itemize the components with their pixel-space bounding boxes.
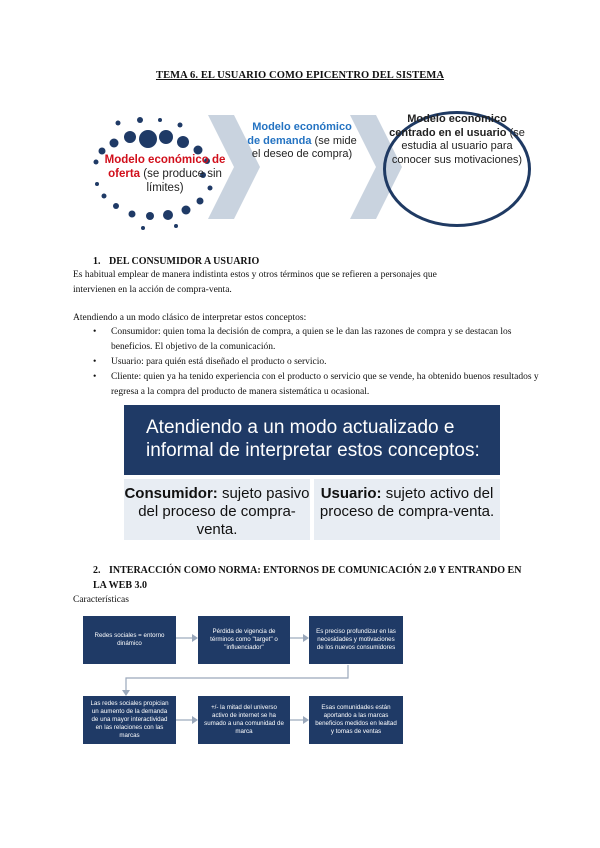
dot [163,210,173,220]
dot [177,136,189,148]
consumidor-text: sujeto pasivo del proceso de compra-venta. [138,485,310,538]
flow-box: Es preciso profundizar en las necesidades y motivaciones de los nuevos consumidores [309,616,403,664]
dot [141,226,145,230]
dot [158,118,162,122]
model-oferta-title: Modelo económico de oferta [104,154,226,180]
section-1-intro [73,268,533,298]
model-oferta-desc: (se produce sin límites) [143,168,222,194]
concept-table-usuario [314,479,500,540]
dot [174,224,178,228]
model-oferta [92,153,238,195]
model-usuario-desc: (se estudia al usuario para conocer sus motivaciones) [391,126,525,166]
dot [113,203,119,209]
model-usuario [388,113,526,167]
concept-table [124,405,500,540]
dot [182,206,191,215]
section-1-intro-line: Es habitual emplear de manera indistinta estos y otros términos que se refieren a personajes que [73,270,437,280]
dot [137,117,143,123]
section-2-heading [93,563,533,593]
flow-box: Esas comunidades están aportando a las marcas beneficios medidos en lealtad y tomas de ventas [309,696,403,744]
section-1-number: 1. [93,256,101,267]
consumidor-term: Consumidor: [124,485,218,502]
dot [146,212,154,220]
flow-box: Pérdida de vigencia de términos como "target" o "influenciador" [198,616,290,664]
concept-table-consumidor [124,479,310,540]
concept-table-header: Atendiendo a un modo actualizado e informal de interpretar estos conceptos: [124,405,500,475]
list-item: • Usuario: para quién está diseñado el producto o servicio. [93,355,543,370]
flow-box: Las redes sociales propician un aumento de la demanda de una mayor interactividad en las relaciones con las marcas [83,696,176,744]
flow-arrow [126,665,348,690]
usuario-term: Usuario: [320,485,382,502]
dot [116,121,121,126]
model-demanda [246,121,358,162]
dot [178,123,183,128]
list-item: • Consumidor: quien toma la decisión de compra, a quien se le dan las razones de compra y se destacan los beneficios. El objetivo de la comunicación. [93,325,543,355]
page-title: TEMA 6. EL USUARIO COMO EPICENTRO DEL SISTEMA [155,70,445,81]
dot [110,139,119,148]
characteristics-label: Características [73,595,129,605]
concept-list [93,325,543,400]
dot [124,131,136,143]
model-demanda-title: Modelo económico de demanda [247,121,352,147]
section-1-intro-line: intervienen en la acción de compra-venta. [73,285,232,295]
section-1-lead: Atendiendo a un modo clásico de interpretar estos conceptos: [73,313,307,323]
section-2-title: INTERACCIÓN COMO NORMA: ENTORNOS DE COMUNICACIÓN 2.0 Y ENTRANDO EN LA WEB 3.0 [93,565,522,591]
usuario-text: sujeto activo del proceso de compra-venta. [319,485,495,520]
flow-box: +/- la mitad del universo activo de internet se ha sumado a una comunidad de marca [198,696,290,744]
list-item: • Cliente: quien ya ha tenido experiencia con el producto o servicio que se vende, ha obtenido buenos resultados y regresa a la compra del producto de manera sistemática u ocasional. [93,370,543,400]
dot [129,211,136,218]
section-2-number: 2. [93,565,101,576]
flow-box: Redes sociales = entorno dinámico [83,616,176,664]
dot [159,130,173,144]
dot [139,130,157,148]
section-1-title: DEL CONSUMIDOR A USUARIO [109,256,260,267]
model-demanda-desc: (se mide el deseo de compra) [251,134,357,160]
dot [197,198,204,205]
section-1-heading [93,256,259,267]
model-usuario-title: Modelo económico centrado en el usuario [389,113,507,139]
